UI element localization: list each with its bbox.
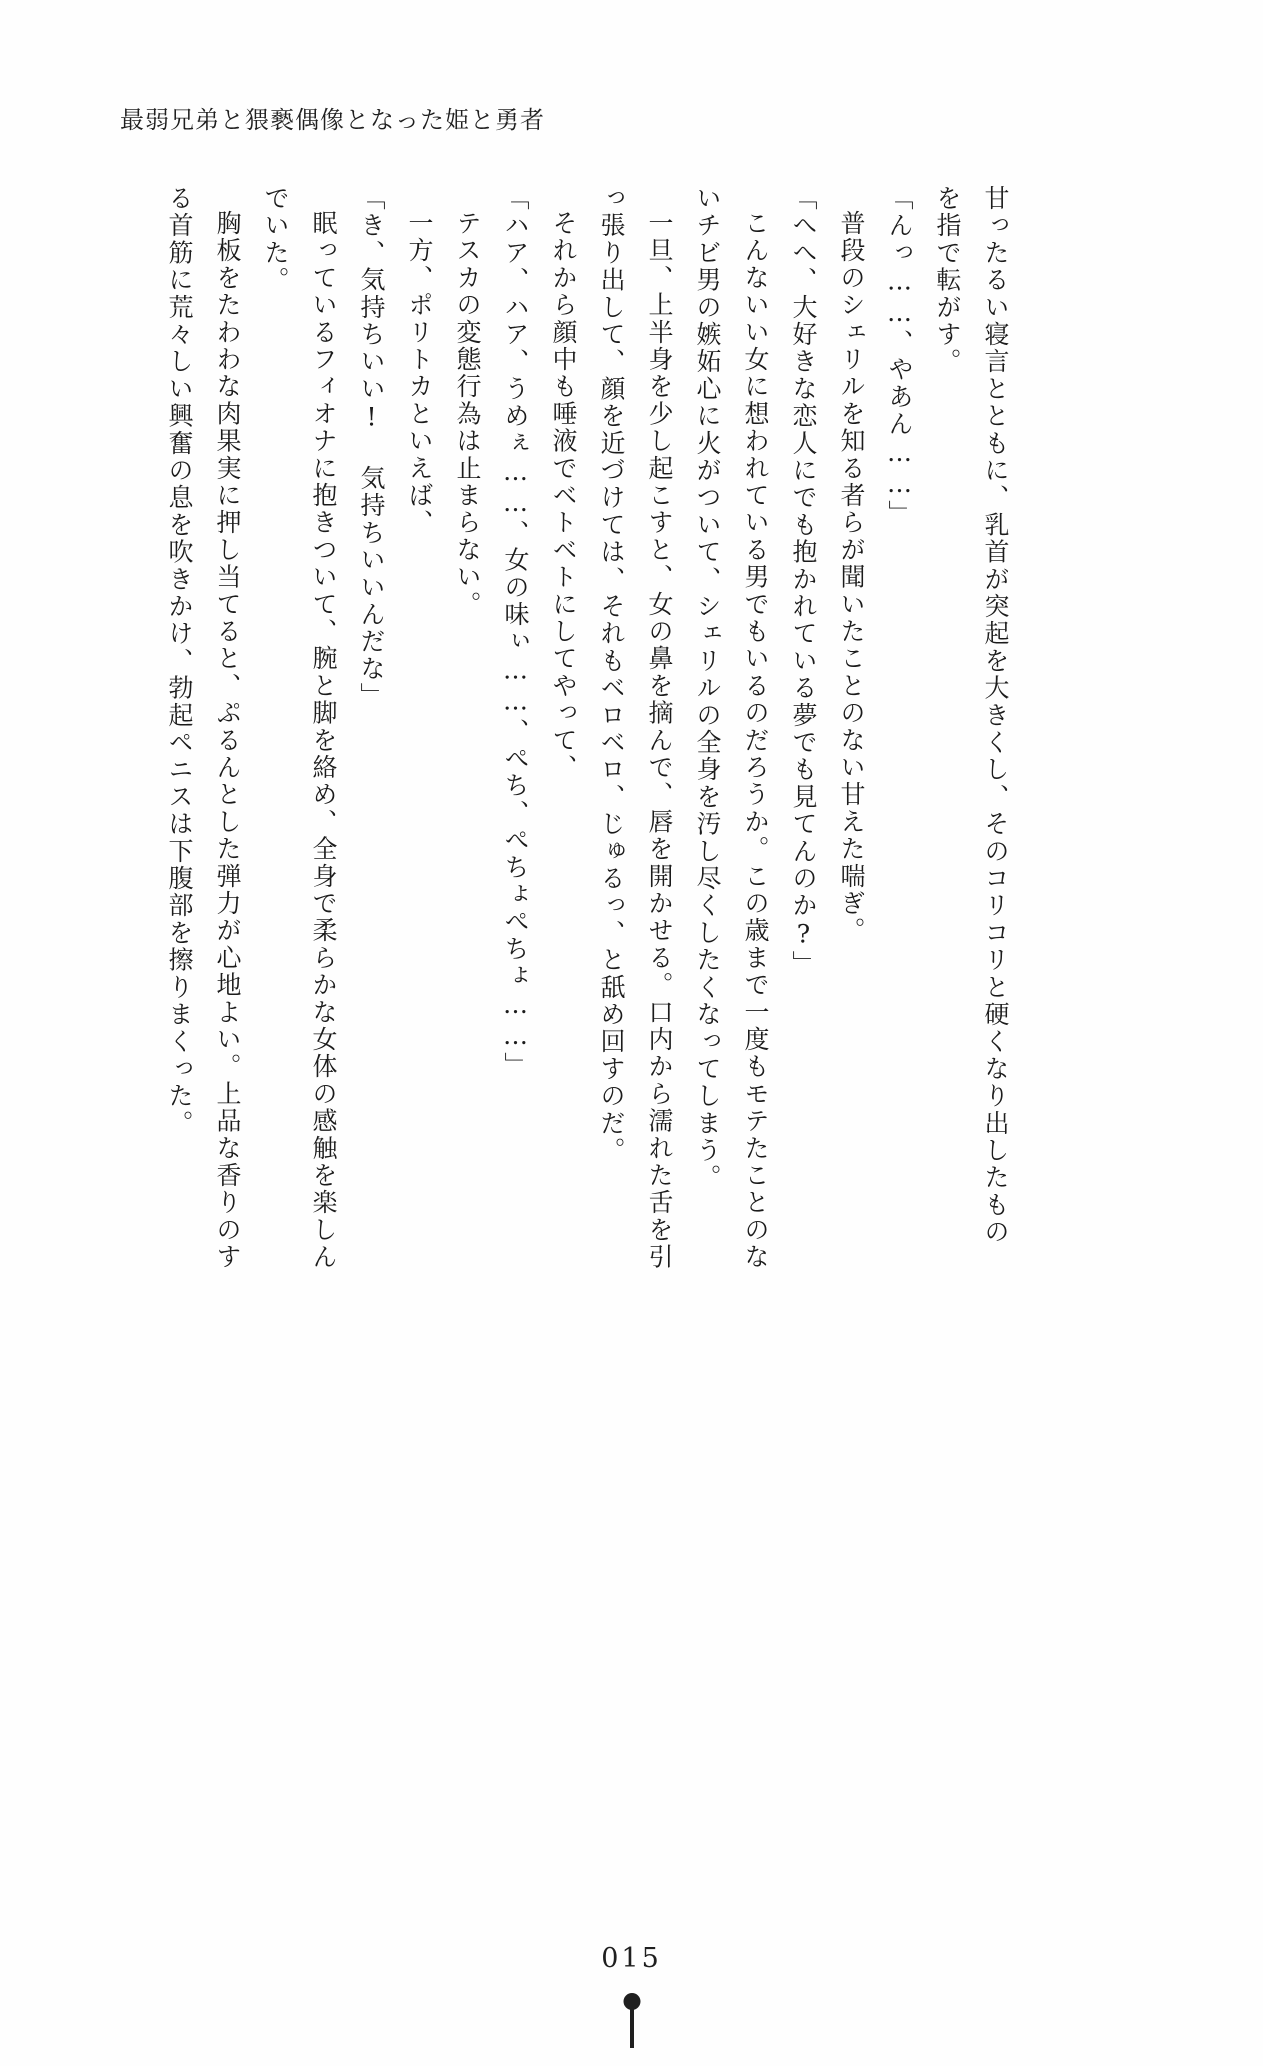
text-line: 甘ったるい寝言とともに、乳首が突起を大きくし、そのコリコリと硬くなり出したもの — [981, 185, 1010, 1246]
text-line: 胸板をたわわな肉果実に押し当てると、ぷるんとした弾力が心地よい。上品な香りのす — [213, 210, 242, 1271]
text-line: それから顔中も唾液でベトベトにしてやって、 — [549, 210, 578, 782]
text-line: いチビ男の嫉妬心に火がついて、シェリルの全身を汚し尽くしたくなってしまう。 — [693, 185, 722, 1192]
text-line: 普段のシェリルを知る者らが聞いたことのない甘えた喘ぎ。 — [837, 210, 866, 945]
text-line: 「ハア、ハア、うめぇ……、女の味ぃ……、ぺち、ぺちょぺちょ……」 — [501, 185, 530, 1080]
page-number: 015 — [601, 1943, 662, 1974]
text-line: 眠っているフィオナに抱きついて、腕と脚を絡め、全身で柔らかな女体の感触を楽しん — [309, 210, 338, 1271]
binding-line-mark — [630, 2004, 634, 2048]
text-line: テスカの変態行為は止まらない。 — [453, 210, 482, 618]
text-line: 「へへ、大好きな恋人にでも抱かれている夢でも見てんのか?」 — [789, 185, 818, 978]
body-text-area — [155, 185, 1155, 1455]
running-header: 最弱兄弟と猥褻偶像となった姫と勇者 — [120, 106, 545, 134]
text-line: を指で転がす。 — [933, 185, 962, 376]
text-line: こんないい女に想われている男でもいるのだろうか。この歳まで一度もモテたことのな — [741, 210, 770, 1271]
text-line: 一旦、上半身を少し起こすと、女の鼻を摘んで、唇を開かせる。口内から濡れた舌を引 — [645, 210, 674, 1271]
text-line: でいた。 — [261, 185, 290, 294]
text-line: 「き、気持ちいい! 気持ちいいんだな」 — [357, 185, 386, 710]
vertical-text-block — [155, 185, 1019, 1455]
text-line: 一方、ポリトカといえば、 — [405, 210, 434, 537]
text-line: 「んっ……、やあん……」 — [885, 185, 914, 528]
text-line: る首筋に荒々しい興奮の息を吹きかけ、勃起ペニスは下腹部を擦りまくった。 — [165, 185, 194, 1137]
text-line: っ張り出して、顔を近づけては、それもベロベロ、じゅるっ、と舐め回すのだ。 — [597, 185, 626, 1165]
